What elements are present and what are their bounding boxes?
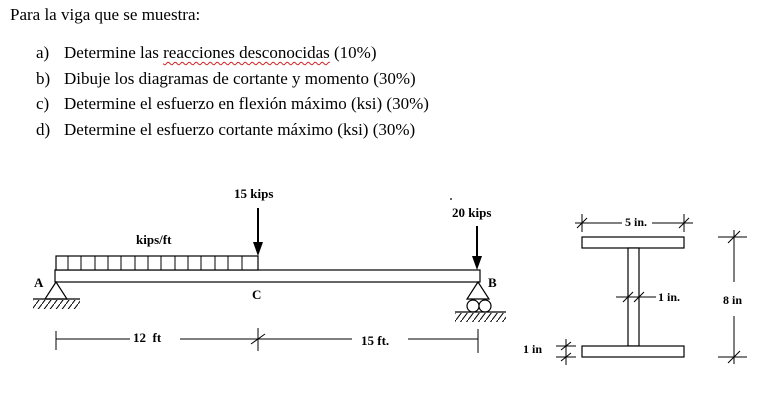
dimension-ac-label: 12 ft (133, 330, 162, 345)
task-text-end: (10%) (329, 43, 377, 62)
dimension-flange-thickness (556, 339, 576, 365)
task-letter: a) (36, 43, 50, 62)
height-label: 8 in (723, 293, 743, 307)
support-b-label: B (488, 275, 497, 290)
flange-thickness-label: 1 in (523, 342, 543, 356)
load-15-label: 15 kips (234, 186, 274, 201)
spellcheck-marked-text: reacciones desconocidas (163, 43, 330, 62)
web-thickness-label: 1 in. (658, 290, 681, 304)
distributed-load (56, 256, 258, 270)
task-text: Determine el esfuerzo cortante máximo (ksi) (30%) (64, 119, 416, 139)
task-letter: b) (36, 68, 51, 88)
beam-body (55, 270, 480, 282)
task-text: Determine el esfuerzo en flexión máximo (ksi) (30%) (64, 94, 429, 113)
support-b-roller (455, 282, 506, 322)
load-20-arrow (472, 226, 482, 270)
distributed-load-label: kips/ft (136, 232, 172, 247)
task-text-start: Determine las (64, 43, 164, 62)
load-15-arrow (253, 208, 263, 256)
flange-width-label: 5 in. (625, 215, 648, 229)
problem-intro: Para la viga que se muestra: (10, 5, 201, 24)
task-letter: d) (36, 119, 51, 139)
point-c-label: C (252, 287, 262, 302)
support-a-label: A (34, 275, 44, 290)
task-letter: c) (36, 94, 50, 113)
dimension-cb-label: 15 ft. (361, 333, 390, 348)
load-20-label: 20 kips (452, 205, 492, 220)
task-text: Dibuje los diagramas de cortante y momento (30%) (64, 68, 416, 88)
